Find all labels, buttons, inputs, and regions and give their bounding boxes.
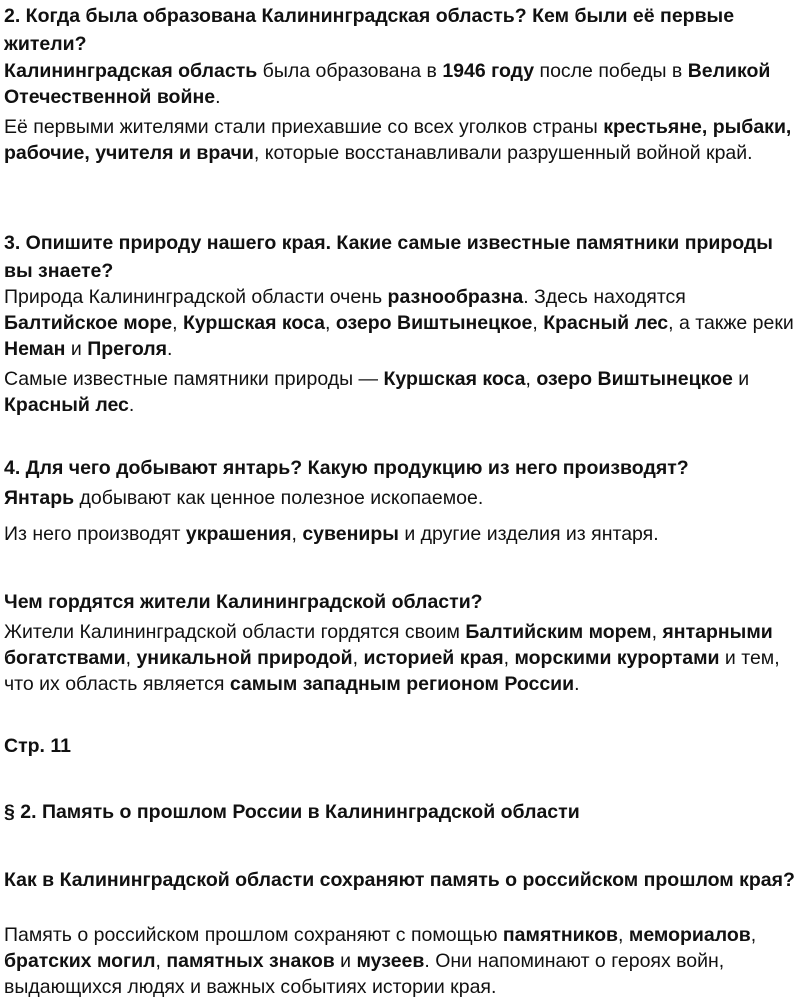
text-run: , — [324, 312, 336, 334]
text-run: , — [155, 950, 167, 972]
bold-term: уникальной природой — [136, 647, 353, 669]
bold-term: Куршская коса — [182, 312, 325, 334]
answer-paragraph — [4, 58, 798, 110]
text-run: была образована в — [257, 60, 443, 82]
text-run: , — [532, 312, 544, 334]
text-run: , которые восстанавливали разрушенный войной край. — [253, 142, 753, 164]
text-run: , — [651, 621, 663, 643]
text-run: , — [750, 924, 757, 946]
text-run: . — [167, 338, 173, 360]
text-run: и — [65, 338, 88, 360]
bold-term: историей края — [363, 647, 504, 669]
bold-term: Балтийское море — [4, 312, 173, 334]
bold-term: сувениры — [302, 523, 399, 545]
bold-term: Янтарь — [4, 487, 75, 509]
bold-term: памятников — [502, 924, 619, 946]
bold-term: разнообразна — [387, 286, 524, 308]
answer-paragraph — [4, 922, 798, 1000]
text-run: после победы в — [534, 60, 688, 82]
answer-paragraph — [4, 619, 798, 697]
bold-term: Великой Отечественной войне — [4, 60, 771, 108]
question-6-heading: Как в Калининградской области сохраняют память о российском прошлом края? — [4, 869, 795, 891]
text-run: , — [291, 523, 303, 545]
text-run: и — [334, 950, 357, 972]
answer-paragraph — [4, 114, 798, 166]
text-run: . — [128, 394, 135, 416]
answer-paragraph — [4, 485, 798, 511]
bold-term: морскими курортами — [514, 647, 720, 669]
text-run: Память о российском прошлом сохраняют с помощью — [4, 924, 503, 946]
text-run: , — [503, 647, 515, 669]
bold-term: озеро Виштынецкое — [335, 312, 533, 334]
text-run: Жители Калининградской области гордятся своим — [4, 621, 466, 643]
text-run: Самые известные памятники природы — — [4, 368, 384, 390]
text-run: и другие изделия из янтаря. — [398, 523, 659, 545]
answer-paragraph — [4, 366, 798, 418]
answer-paragraph — [4, 521, 798, 547]
text-run: , а также реки — [668, 312, 794, 334]
question-2-heading: 2. Когда была образована Калининградская область? Кем были её первые жители? — [4, 5, 735, 55]
text-run: . — [215, 86, 221, 108]
text-run: . Они напоминают о героях войн, выдающихся людях и важных событиях истории края. — [4, 950, 725, 998]
question-3-heading: 3. Опишите природу нашего края. Какие самые известные памятники природы вы знаете? — [4, 232, 773, 282]
text-run: , — [525, 368, 537, 390]
bold-term: украшения — [185, 523, 292, 545]
bold-term: Калининградская область — [4, 60, 258, 82]
bold-term: Неман — [4, 338, 66, 360]
question-4-heading: 4. Для чего добывают янтарь? Какую продукцию из него производят? — [4, 457, 689, 479]
text-run: Природа Калининградской области очень — [4, 286, 388, 308]
bold-term: Куршская коса — [383, 368, 526, 390]
bold-term: мемориалов — [628, 924, 751, 946]
text-run: и тем, что их область является — [4, 647, 780, 695]
bold-term: братских могил — [4, 950, 156, 972]
bold-term: Красный лес — [543, 312, 669, 334]
text-run: , — [172, 312, 183, 334]
text-run: , — [352, 647, 364, 669]
bold-term: крестьяне, рыбаки, рабочие, учителя и врачи — [4, 116, 792, 164]
text-run: и — [732, 368, 750, 390]
bold-term: озеро Виштынецкое — [536, 368, 733, 390]
answer-paragraph — [4, 284, 798, 362]
bold-term: янтарными богатствами — [4, 621, 773, 669]
bold-term: 1946 году — [442, 60, 535, 82]
text-run: Её первыми жителями стали приехавшие со всех уголков страны — [4, 116, 604, 138]
text-run: добывают как ценное полезное ископаемое. — [74, 487, 484, 509]
text-run: , — [125, 647, 137, 669]
text-run: . Здесь находятся — [523, 286, 686, 308]
bold-term: памятных знаков — [166, 950, 335, 972]
bold-term: Красный лес — [4, 394, 129, 416]
bold-term: Балтийским морем — [465, 621, 652, 643]
chapter-heading: § 2. Память о прошлом России в Калининградской области — [4, 801, 580, 823]
question-5-heading: Чем гордятся жители Калининградской области? — [4, 591, 483, 613]
text-run: . — [574, 673, 580, 695]
text-run: Из него производят — [4, 523, 186, 545]
bold-term: самым западным регионом России — [229, 673, 575, 695]
bold-term: музеев — [356, 950, 425, 972]
text-run: , — [618, 924, 629, 946]
bold-term: Преголя — [87, 338, 168, 360]
page-marker: Стр. 11 — [4, 735, 71, 757]
